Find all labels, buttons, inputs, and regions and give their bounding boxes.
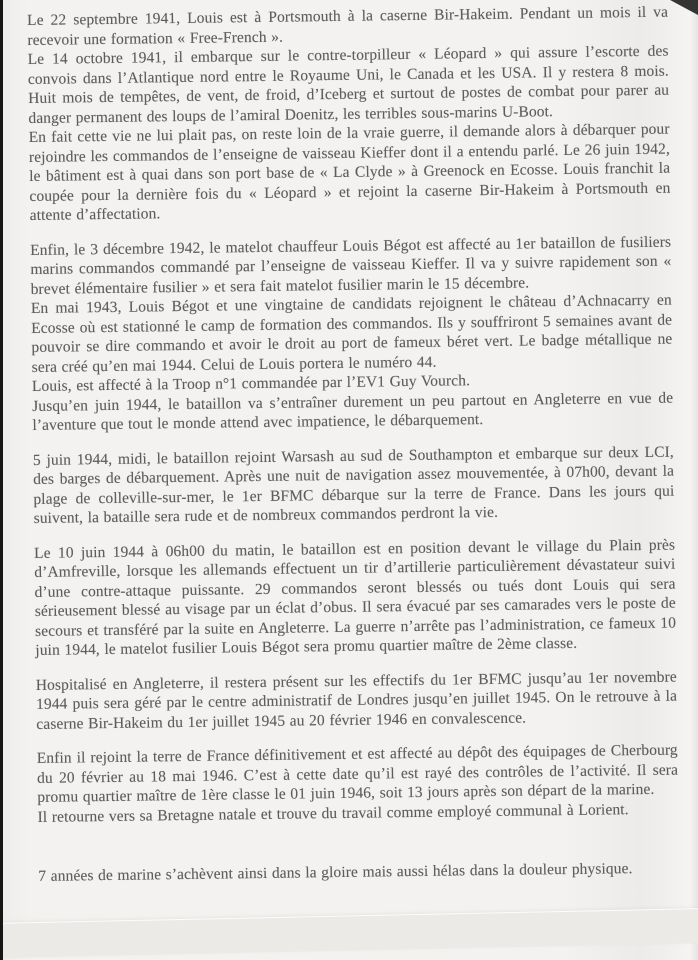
- paragraph: Le 14 octobre 1941, il embarque sur le contre-torpilleur « Léopard » qui assure l’escorte des convois dans l’Atlantique nord entre le Royaume Uni, le Canada et les USA. Il y restera 8 mois. Huit mois de tempêtes, de vent, de froid, d’Iceberg et surtout de postes de combat pour parer au danger permanent des loups de l’amiral Doenitz, les terribles sous-marins U-Boot.: [27, 42, 670, 127]
- paragraph: Jusqu’en juin 1944, le bataillon va s’entraîner durement un peu partout en Angleterre en vue de l’aventure que tout le monde attend avec impatience, le débarquement.: [32, 389, 674, 434]
- paragraph: Enfin il rejoint la terre de France définitivement et est affecté au dépôt des équipages de Cherbourg du 20 février au 18 mai 1946. C’est à cette date qu’il est rayé des contrôles de l’activité. Il sera promu quartier maître de 1ère classe le 01 juin 1946, soit 13 jours après son départ de la marine.: [36, 741, 679, 806]
- paragraph: 7 années de marine s’achèvent ainsi dans la gloire mais aussi hélas dans la douleur physique.: [38, 860, 633, 885]
- paragraph: En fait cette vie ne lui plait pas, on reste loin de la vraie guerre, il demande alors à débarquer pour rejoindre les commandos de l’enseigne de vaisseau Kieffer dont il a entendu parlé. Le 26 juin 1942, le bâtiment est à quai dans son port base de « La Clyde » à Greenock en Ecosse. Louis franchit la coupée pour la dernière fois du « Léopard » et rejoint la caserne Bir-Hakeim à Portsmouth en attente d’affectation.: [28, 120, 671, 224]
- paragraph: Il retourne vers sa Bretagne natale et trouve du travail comme employé communal à Lorient.: [37, 800, 629, 826]
- paragraph: Le 22 septembre 1941, Louis est à Portsmouth à la caserne Bir-Hakeim. Pendant un mois il va recevoir une formation « Free-French ».: [27, 3, 669, 49]
- paper-crease: [0, 907, 698, 958]
- paragraph: Louis, est affecté à la Troop n°1 commandée par l’EV1 Guy Vourch.: [31, 372, 471, 395]
- paragraph: Le 10 juin 1944 à 06h00 du matin, le bataillon est en position devant le village du Plain près d’Amfreville, lorsque les allemands effectuent un tir d’artillerie particulièrement dévastateur suivi d’une contre-attaque puissante. 29 commandos seront blessés ou tués dont Louis qui sera sérieusement blessé au visage par un éclat d’obus. Il sera évacué par ses camarades vers le poste de secours et transféré par la suite en Angleterre. La guerre n’arrête pas l’administration, ce fameux 10 juin 1944, le matelot fusilier Louis Bégot sera promu quartier maître de 2ème classe.: [33, 536, 677, 659]
- scan-edge-left: [0, 0, 3, 960]
- paragraph: 5 juin 1944, midi, le bataillon rejoint Warsash au sud de Southampton et embarque sur deux LCI, des barges de débarquement. Après une nuit de navigation assez mouvementée, à 07h00, devant la plage de colleville-sur-mer, le 1er BFMC débarque sur la terre de France. Dans les jours qui suivent, la bataille sera rude et de nombreux commandos perdront la vie.: [32, 443, 675, 527]
- document-body: [27, 3, 679, 887]
- paragraph: Hospitalisé en Angleterre, il restera présent sur les effectifs du 1er BFMC jusqu’au 1er novembre 1944 puis sera géré par le centre administratif de Londres jusqu’en juillet 1945. On le retrouve à la caserne Bir-Hakeim du 1er juillet 1945 au 20 février 1946 en convalescence.: [35, 668, 678, 733]
- paragraph: Enfin, le 3 décembre 1942, le matelot chauffeur Louis Bégot est affecté au 1er bataillon de fusiliers marins commandos commandé par l’enseigne de vaisseau Kieffer. Il va y suivre rapidement son « brevet élémentaire fusilier » et sera fait matelot fusilier marin le 15 décembre.: [30, 233, 672, 298]
- paragraph: En mai 1943, Louis Bégot et une vingtaine de candidats rejoignent le château d’Achnacarry en Ecosse où est stationné le camp de formation des commandos. Ils y souffriront 5 semaines avant de pouvoir se dire commando et avoir le droit au port de fameux béret vert. Le badge métallique ne sera créé qu’en mai 1944. Celui de Louis portera le numéro 44.: [30, 291, 673, 376]
- folded-corner-top-right: [664, 0, 698, 15]
